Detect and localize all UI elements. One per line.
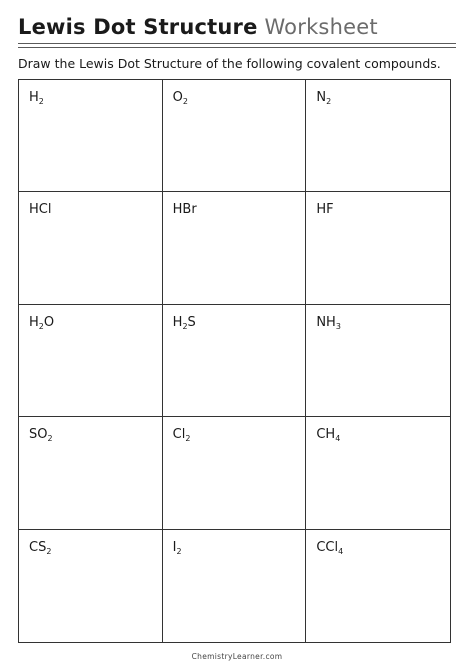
drawing-cell bbox=[19, 305, 163, 417]
drawing-cell bbox=[19, 530, 163, 642]
formula-text: HF bbox=[316, 202, 334, 218]
formula-subscript: 2 bbox=[182, 97, 188, 106]
title-divider-bottom bbox=[18, 47, 456, 48]
compound-formula bbox=[29, 89, 44, 107]
formula-subscript: 2 bbox=[38, 321, 44, 331]
worksheet-title bbox=[18, 14, 378, 40]
formula-subscript: 2 bbox=[38, 97, 44, 106]
compound-formula bbox=[29, 201, 51, 219]
compound-grid bbox=[18, 79, 451, 643]
formula-text: CCl bbox=[316, 539, 339, 555]
formula-subscript: 2 bbox=[46, 546, 52, 556]
compound-formula bbox=[316, 314, 341, 332]
formula-text: I bbox=[172, 539, 177, 555]
drawing-cell bbox=[163, 305, 307, 417]
compound-formula bbox=[173, 426, 191, 444]
drawing-cell bbox=[306, 80, 450, 192]
footer-credit: ChemistryLearner.com bbox=[191, 652, 283, 661]
compound-formula bbox=[173, 89, 188, 107]
instructions-text: Draw the Lewis Dot Structure of the following covalent compounds. bbox=[18, 56, 441, 71]
formula-text: SO bbox=[29, 427, 48, 443]
formula-text: O bbox=[172, 90, 183, 105]
drawing-cell bbox=[306, 417, 450, 529]
compound-formula bbox=[173, 201, 197, 219]
formula-text: H bbox=[172, 314, 183, 330]
title-primary: Lewis Dot Structure bbox=[18, 15, 258, 39]
drawing-cell bbox=[306, 530, 450, 642]
formula-subscript: 4 bbox=[338, 546, 344, 556]
drawing-cell bbox=[19, 417, 163, 529]
drawing-cell bbox=[19, 80, 163, 192]
formula-subscript: 2 bbox=[176, 546, 182, 556]
drawing-cell bbox=[163, 417, 307, 529]
drawing-cell bbox=[163, 192, 307, 304]
compound-formula bbox=[316, 539, 343, 557]
compound-formula bbox=[173, 314, 196, 332]
formula-subscript: 2 bbox=[326, 97, 332, 106]
compound-formula bbox=[316, 201, 333, 219]
compound-formula bbox=[316, 89, 331, 107]
drawing-cell bbox=[306, 305, 450, 417]
formula-subscript: 2 bbox=[47, 434, 53, 444]
formula-text: N bbox=[316, 90, 327, 105]
drawing-cell bbox=[163, 80, 307, 192]
formula-subscript: 2 bbox=[182, 321, 188, 331]
compound-formula bbox=[316, 426, 340, 444]
formula-text: H bbox=[29, 314, 39, 330]
formula-text: HBr bbox=[172, 202, 197, 218]
drawing-cell bbox=[19, 192, 163, 304]
formula-text: CS bbox=[29, 539, 47, 555]
formula-text: O bbox=[43, 314, 55, 330]
formula-text: NH bbox=[316, 314, 336, 330]
formula-text: H bbox=[29, 90, 39, 105]
formula-subscript: 4 bbox=[335, 434, 341, 444]
formula-subscript: 2 bbox=[185, 434, 191, 444]
title-secondary: Worksheet bbox=[264, 15, 378, 39]
title-divider-top bbox=[18, 43, 456, 44]
drawing-cell bbox=[306, 192, 450, 304]
drawing-cell bbox=[163, 530, 307, 642]
formula-subscript: 3 bbox=[335, 321, 341, 331]
compound-formula bbox=[29, 314, 54, 332]
formula-text: CH bbox=[316, 427, 336, 443]
formula-text: HCl bbox=[29, 202, 52, 218]
formula-text: S bbox=[187, 314, 196, 330]
compound-formula bbox=[173, 539, 182, 557]
formula-text: Cl bbox=[172, 427, 186, 443]
compound-formula bbox=[29, 426, 53, 444]
compound-formula bbox=[29, 539, 51, 557]
